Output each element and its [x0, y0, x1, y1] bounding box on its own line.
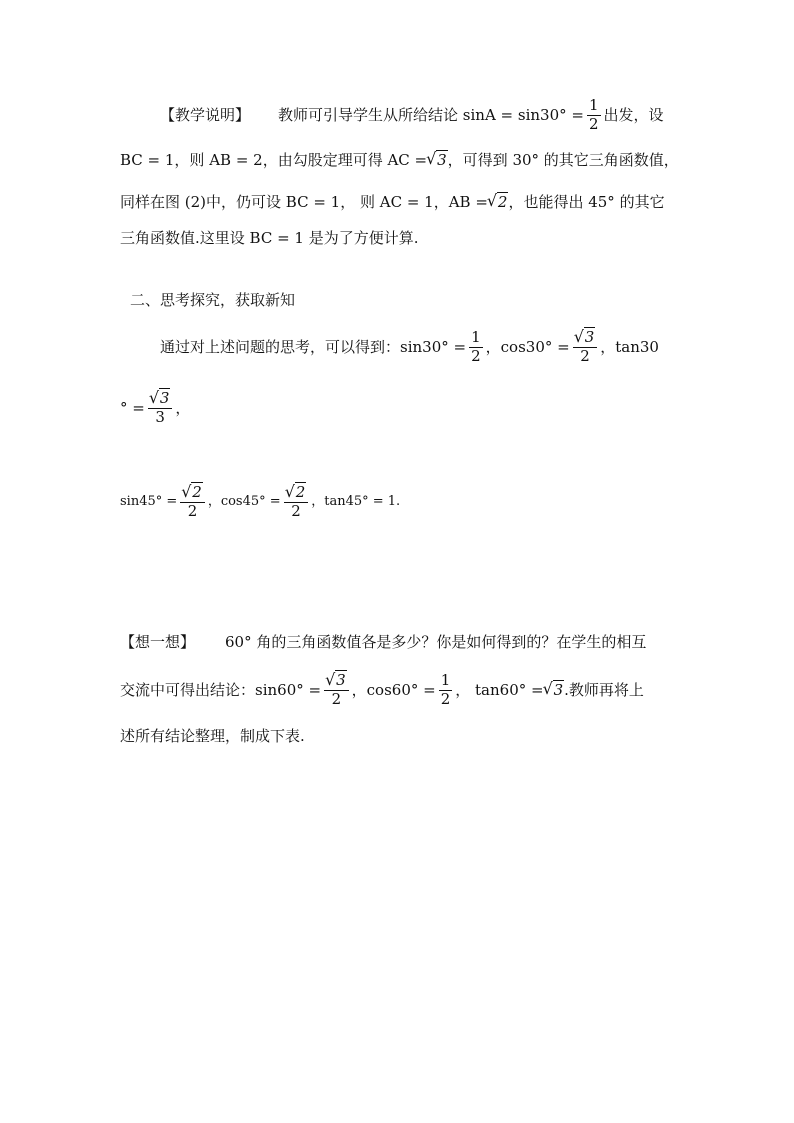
para1-line1-text: 教师可引导学生从所给结论 sinA = sin30° = — [278, 106, 584, 124]
think-label: 【想一想】 — [120, 633, 196, 651]
sqrt-3: √ 3 — [427, 140, 448, 180]
section2-heading: 二、思考探究，获取新知 — [130, 291, 296, 309]
fraction-one-half: $\frac{1}{2}$ — [588, 95, 599, 133]
tan30-fraction: √ $\frac{3}{3}$ — [148, 391, 173, 426]
para1-line1-tail: 出发，设 — [603, 106, 664, 124]
section2-line3: sin45° = √ $\frac{2}{2}$ ，cos45° = √ $\frac{2}{2}$ ，tan45° = 1. — [120, 482, 400, 522]
think-line1: 【想一想】 60° 角的三角函数值各是多少？你是如何得到的？在学生的相互 — [120, 622, 646, 662]
teaching-note-label: 【教学说明】 — [160, 106, 251, 124]
tan60-sqrt: √ 3 — [544, 670, 565, 710]
sin60-fraction: √ $\frac{3}{2}$ — [324, 673, 349, 708]
para1-line3: 同样在图 (2)中，仍可设 BC = 1， 则 AC = 1，AB = √ 2 ，也能得出 45° 的其它 — [120, 182, 665, 222]
para1-line2: BC = 1，则 AB = 2，由勾股定理可得 AC = √ 3 ，可得到 30° 的其它三角函数值， — [120, 140, 679, 180]
think-line2: 交流中可得出结论：sin60° = √ $\frac{3}{2}$ ，cos60° = $\frac{1}{2}$ ， tan60° = √ 3 .教师再将上 — [120, 670, 644, 710]
cos45-fraction: √ $\frac{2}{2}$ — [284, 485, 309, 520]
section2-line1: 通过对上述问题的思考，可以得到：sin30° = $\frac{1}{2}$ ，cos30° = √ $\frac{3}{2}$ ，tan30 — [160, 327, 659, 367]
cos60-fraction: $\frac{1}{2}$ — [440, 670, 451, 708]
think-line3: 述所有结论整理，制成下表. — [120, 727, 305, 745]
section2-line2: ° = √ $\frac{3}{3}$ ， — [120, 388, 190, 428]
sin30-fraction: $\frac{1}{2}$ — [471, 327, 481, 365]
para1-line4: 三角函数值.这里设 BC = 1 是为了方便计算. — [120, 229, 419, 247]
sqrt-2: √ 2 — [488, 182, 509, 222]
sin45-fraction: √ $\frac{2}{2}$ — [180, 485, 205, 520]
para1-line1 — [160, 95, 664, 135]
cos30-fraction: √ $\frac{3}{2}$ — [573, 330, 598, 365]
